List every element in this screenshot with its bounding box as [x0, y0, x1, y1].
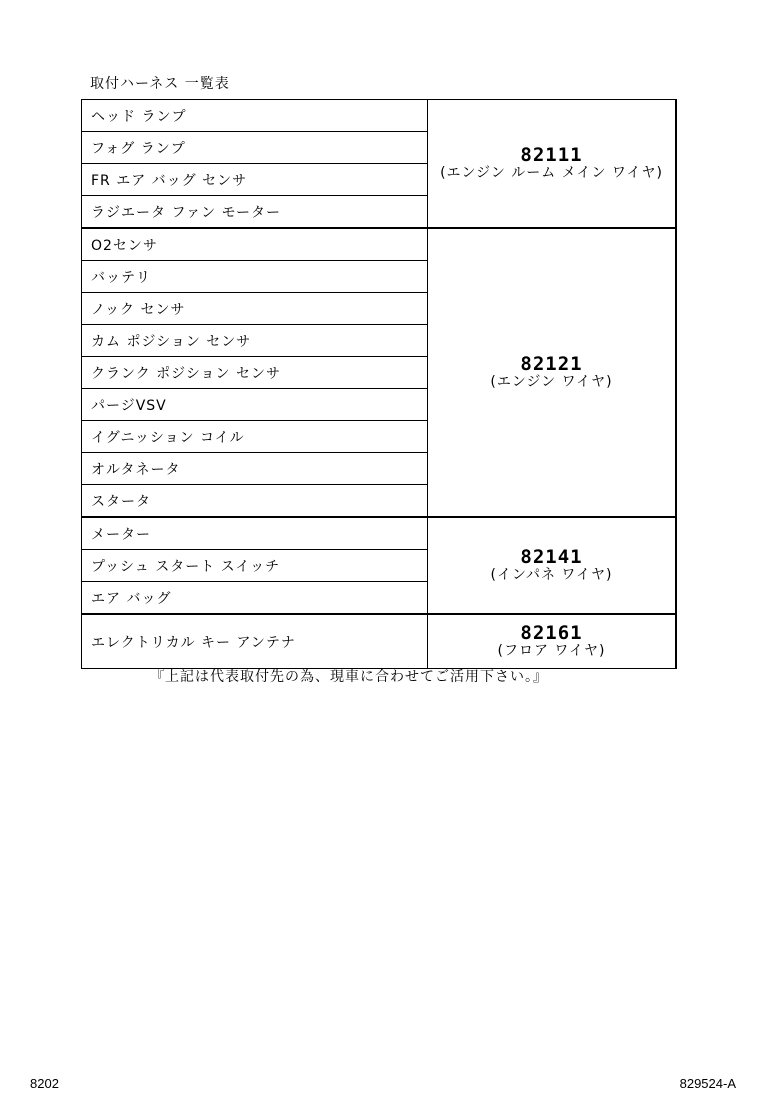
installation-location: エレクトリカル キー アンテナ [82, 614, 428, 669]
installation-location: エア バッグ [82, 582, 428, 615]
table-row [82, 517, 677, 550]
harness-cell [428, 614, 677, 669]
harness-cell [428, 228, 677, 517]
installation-location: メーター [82, 517, 428, 550]
harness-name: (フロア ワイヤ) [497, 643, 606, 659]
installation-location: スタータ [82, 485, 428, 518]
installation-location: バッテリ [82, 261, 428, 293]
installation-location: フォグ ランプ [82, 132, 428, 164]
harness-name: (インパネ ワイヤ) [490, 567, 613, 583]
part-number: 82111 [520, 144, 583, 166]
page-title: 取付ハーネス 一覧表 [90, 76, 230, 92]
part-number: 82121 [520, 353, 583, 375]
installation-location: パージVSV [82, 389, 428, 421]
part-number: 82161 [520, 622, 583, 644]
installation-location: プッシュ スタート スイッチ [82, 550, 428, 582]
table-row [82, 228, 677, 261]
table-row [82, 614, 677, 669]
installation-location: O2センサ [82, 228, 428, 261]
installation-location: イグニッション コイル [82, 421, 428, 453]
document-code: 829524-A [679, 1076, 736, 1091]
installation-location: FR エア バッグ センサ [82, 164, 428, 196]
page-code: 8202 [30, 1076, 59, 1091]
harness-name: (エンジン ワイヤ) [490, 374, 613, 390]
installation-location: ヘッド ランプ [82, 100, 428, 132]
table-row [82, 100, 677, 132]
harness-cell [428, 517, 677, 614]
harness-name: (エンジン ルーム メイン ワイヤ) [440, 165, 663, 181]
harness-table [81, 99, 677, 669]
installation-location: オルタネータ [82, 453, 428, 485]
harness-cell [428, 100, 677, 229]
installation-location: ノック センサ [82, 293, 428, 325]
installation-location: ラジエータ ファン モーター [82, 196, 428, 229]
part-number: 82141 [520, 546, 583, 568]
installation-location: カム ポジション センサ [82, 325, 428, 357]
usage-note: 『上記は代表取付先の為、現車に合わせてご活用下さい。』 [150, 669, 548, 685]
installation-location: クランク ポジション センサ [82, 357, 428, 389]
